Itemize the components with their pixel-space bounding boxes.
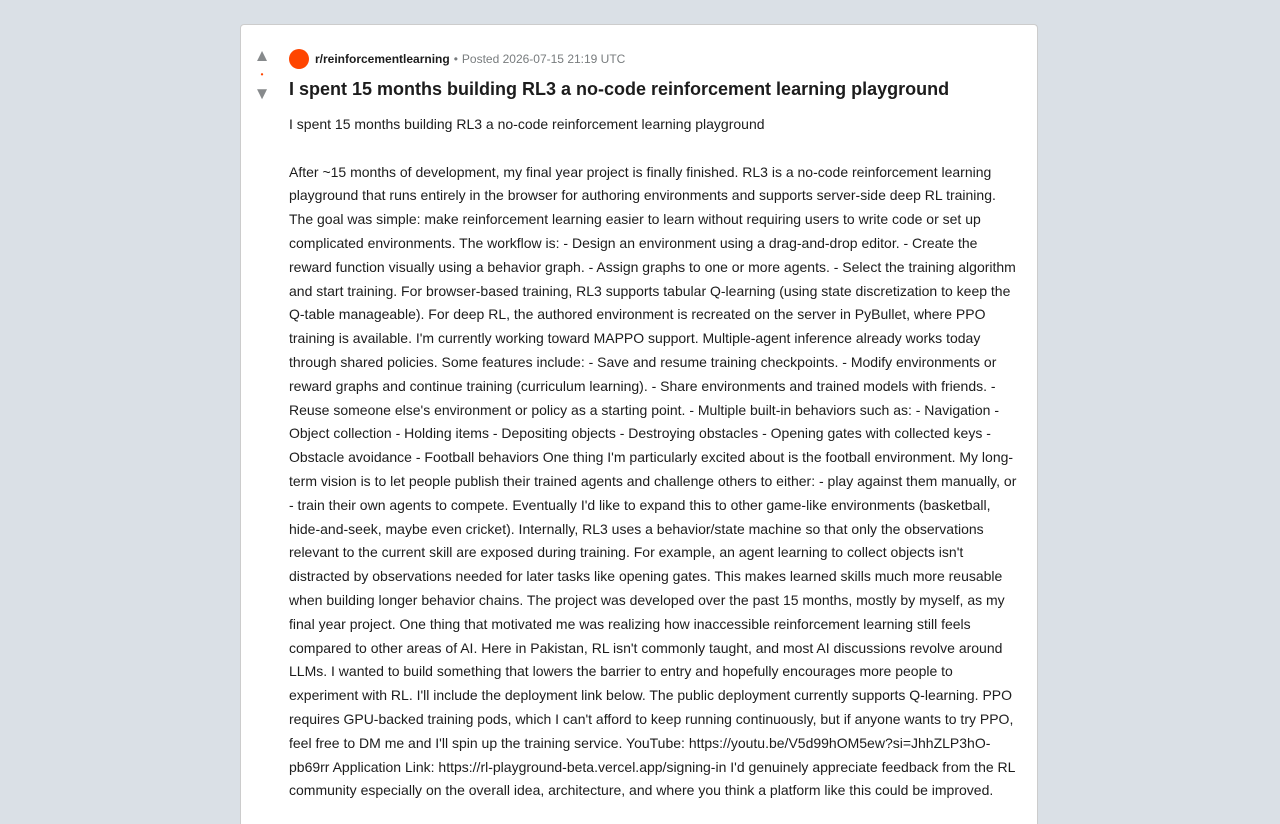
downvote-icon[interactable]: ▼ xyxy=(253,84,271,103)
post-timestamp: Posted 2026-07-15 21:19 UTC xyxy=(461,52,626,66)
post-meta xyxy=(289,49,1019,69)
post-body xyxy=(289,113,1019,803)
post-body-text: After ~15 months of development, my final year project is finally finished. RL3 is a no-code reinforcement learning playground that runs entirely in the browser for authoring environments and supports server-side deep RL training. The goal was simple: make reinforcement learning easier to learn without requiring users to write code or set up complicated environments. The workflow is: - Design an environment using a drag-and-drop editor. - Create the reward function visually using a behavior graph. - Assign graphs to one or more agents. - Select the training algorithm and start training. For browser-based training, RL3 supports tabular Q-learning (using state discretization to keep the Q-table manageable). For deep RL, the authored environment is recreated on the server in PyBullet, where PPO training is available. I'm currently working toward MAPPO support. Multiple-agent inference already works today through shared policies. Some features include: - Save and resume training checkpoints. - Modify environments or reward graphs and continue training (curriculum learning). - Share environments and trained models with friends. - Reuse someone else's environment or policy as a starting point. - Multiple built-in behaviors such as: - Navigation - Object collection - Holding items - Depositing objects - Destroying obstacles - Opening gates with collected keys - Obstacle avoidance - Football behaviors One thing I'm particularly excited about is the football environment. My long-term vision is to let people publish their trained agents and challenge others to either: - play against them manually, or - train their own agents to compete. Eventually I'd like to expand this to other game-like environments (basketball, hide-and-seek, maybe even cricket). Internally, RL3 uses a behavior/state machine so that only the observations relevant to the current skill are exposed during training. For example, an agent learning to collect objects isn't distracted by observations needed for later tasks like opening gates. This makes learned skills much more reusable when building longer behavior chains. The project was developed over the past 15 months, mostly by myself, as my final year project. One thing that motivated me was realizing how inaccessible reinforcement learning still feels compared to other areas of AI. Here in Pakistan, RL isn't commonly taught, and most AI discussions revolve around LLMs. I wanted to build something that lowers the barrier to entry and hopefully encourages more people to experiment with RL. I'll include the deployment link below. The public deployment currently supports Q-learning. PPO requires GPU-backed training pods, which I can't afford to keep running continuously, but if anyone wants to try PPO, feel free to DM me and I'll spin up the training service. YouTube: https://youtu.be/V5d99hOM5ew?si=JhhZLP3hO-pb69rr Application Link: https://rl-playground-beta.vercel.app/signing-in I'd genuinely appreciate feedback from the RL community especially on the overall idea, architecture, and where you think a platform like this could be improved. xyxy=(289,163,1017,799)
post-body-lead: I spent 15 months building RL3 a no-code reinforcement learning playground xyxy=(289,116,765,132)
subreddit-avatar-icon[interactable] xyxy=(289,49,309,69)
vote-column xyxy=(241,47,283,103)
post-content xyxy=(289,49,1019,803)
post-title[interactable]: I spent 15 months building RL3 a no-code reinforcement learning playground xyxy=(289,79,950,99)
post-card xyxy=(240,24,1038,824)
upvote-icon[interactable]: ▲ xyxy=(253,46,271,65)
vote-score: • xyxy=(260,70,264,79)
subreddit-link[interactable]: r/reinforcementlearning xyxy=(315,52,450,66)
meta-separator: • xyxy=(453,52,458,66)
